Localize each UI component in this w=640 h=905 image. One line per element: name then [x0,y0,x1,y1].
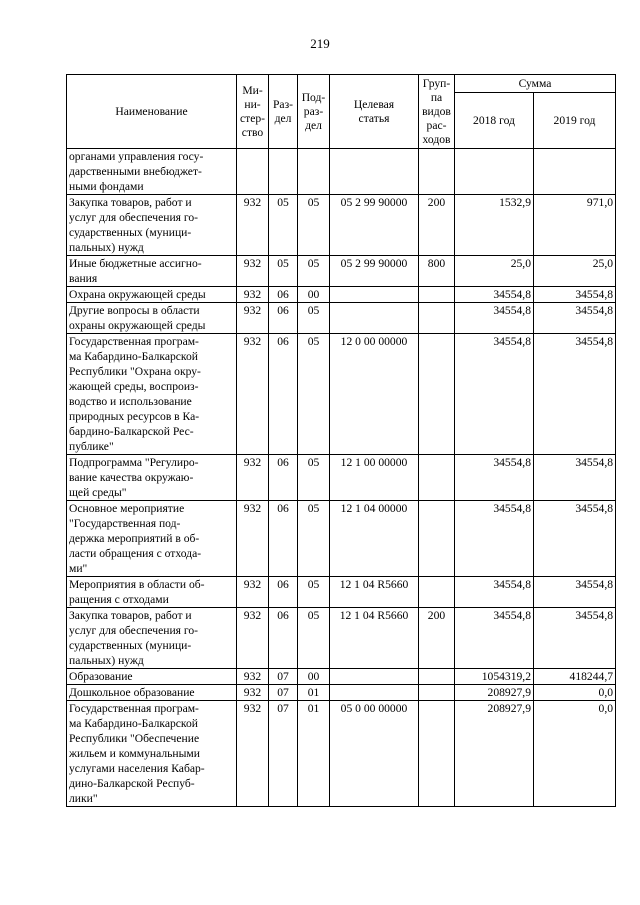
table-row [67,256,616,287]
header-name: Наименование [67,75,237,149]
row-group [419,701,455,807]
row-sum-2019: 34554,8 [534,608,616,669]
row-section: 06 [269,577,298,608]
row-ministry: 932 [237,577,269,608]
header-sum: Сумма [455,75,616,93]
row-target [330,149,419,195]
row-group [419,287,455,303]
row-group [419,303,455,334]
row-subsection: 05 [298,608,330,669]
header-target [330,75,419,149]
header-ministry-label: Ми- ни- стер- ство [239,83,266,139]
row-section: 06 [269,303,298,334]
row-subsection: 01 [298,685,330,701]
row-sum-2018: 34554,8 [455,577,534,608]
header-section-label: Раз- дел [272,97,294,125]
row-group [419,685,455,701]
row-ministry: 932 [237,685,269,701]
budget-table [66,74,616,807]
header-subsection [298,75,330,149]
row-target: 12 1 04 R5660 [330,608,419,669]
row-target: 12 1 04 R5660 [330,577,419,608]
row-name: Другие вопросы в области охраны окружающей среды [67,303,237,334]
header-subsection-label: Под- раз- дел [301,90,326,132]
row-sum-2018: 208927,9 [455,685,534,701]
row-sum-2018 [455,149,534,195]
row-sum-2019: 25,0 [534,256,616,287]
row-section: 05 [269,256,298,287]
row-sum-2018: 1054319,2 [455,669,534,685]
row-section: 07 [269,685,298,701]
row-group [419,501,455,577]
row-section: 06 [269,287,298,303]
row-subsection: 05 [298,455,330,501]
row-name: Охрана окружающей среды [67,287,237,303]
row-group [419,149,455,195]
row-sum-2019 [534,149,616,195]
row-sum-2019: 34554,8 [534,455,616,501]
row-target: 05 2 99 90000 [330,256,419,287]
header-ministry [237,75,269,149]
row-sum-2019: 418244,7 [534,669,616,685]
table-row [67,608,616,669]
row-group: 200 [419,608,455,669]
row-name: Иные бюджетные ассигно- вания [67,256,237,287]
row-section: 06 [269,334,298,455]
row-subsection: 00 [298,669,330,685]
row-target: 12 1 04 00000 [330,501,419,577]
row-sum-2019: 0,0 [534,701,616,807]
row-name: Государственная програм- ма Кабардино-Балкарской Республики "Обеспечение жильем и коммунальными услугами населения Кабар- дино-Балкарской Респуб- лики" [67,701,237,807]
table-row [67,701,616,807]
table-header [67,75,616,149]
table-row [67,685,616,701]
header-group-label: Груп- па видов рас- ходов [422,76,451,146]
table-body [67,149,616,807]
row-name: Подпрограмма "Регулиро- вание качества окружаю- щей среды" [67,455,237,501]
header-target-label: Целевая статья [353,97,395,125]
row-subsection: 05 [298,501,330,577]
row-group [419,334,455,455]
row-sum-2019: 34554,8 [534,334,616,455]
row-target: 05 2 99 90000 [330,195,419,256]
row-ministry: 932 [237,303,269,334]
row-ministry: 932 [237,608,269,669]
row-section [269,149,298,195]
row-ministry: 932 [237,256,269,287]
row-subsection: 00 [298,287,330,303]
table-row [67,669,616,685]
row-group: 200 [419,195,455,256]
row-target [330,669,419,685]
row-group [419,669,455,685]
page-number: 219 [310,36,330,51]
row-target [330,303,419,334]
row-target [330,685,419,701]
row-ministry: 932 [237,334,269,455]
row-section: 05 [269,195,298,256]
row-subsection: 05 [298,303,330,334]
header-year-2018: 2018 год [455,93,534,149]
row-name: Государственная програм- ма Кабардино-Балкарской Республики "Охрана окру- жающей среды, воспроиз- водство и использование природных ресурсов в Ка- бардино-Балкарской Рес- публике" [67,334,237,455]
table-row [67,334,616,455]
row-subsection: 05 [298,334,330,455]
row-sum-2018: 1532,9 [455,195,534,256]
row-sum-2018: 34554,8 [455,334,534,455]
row-ministry: 932 [237,501,269,577]
table-row [67,303,616,334]
row-ministry: 932 [237,455,269,501]
row-sum-2018: 34554,8 [455,501,534,577]
row-ministry: 932 [237,195,269,256]
row-section: 07 [269,701,298,807]
table-row [67,287,616,303]
header-year-2019: 2019 год [534,93,616,149]
table-row [67,577,616,608]
row-name: Закупка товаров, работ и услуг для обеспечения го- сударственных (муници- пальных) нужд [67,195,237,256]
row-name: Образование [67,669,237,685]
row-sum-2018: 34554,8 [455,455,534,501]
row-group [419,577,455,608]
row-sum-2019: 34554,8 [534,577,616,608]
row-section: 06 [269,608,298,669]
row-sum-2018: 34554,8 [455,608,534,669]
row-subsection: 05 [298,577,330,608]
row-subsection: 01 [298,701,330,807]
row-subsection: 05 [298,256,330,287]
row-name: Основное мероприятие "Государственная под- держка мероприятий в об- ласти обращения с отхода- ми" [67,501,237,577]
row-sum-2019: 34554,8 [534,287,616,303]
row-section: 07 [269,669,298,685]
row-sum-2018: 208927,9 [455,701,534,807]
row-sum-2018: 25,0 [455,256,534,287]
row-target: 05 0 00 00000 [330,701,419,807]
table-row [67,455,616,501]
row-sum-2018: 34554,8 [455,287,534,303]
row-sum-2018: 34554,8 [455,303,534,334]
row-target: 12 0 00 00000 [330,334,419,455]
row-name: Закупка товаров, работ и услуг для обеспечения го- сударственных (муници- пальных) нужд [67,608,237,669]
row-group [419,455,455,501]
row-ministry [237,149,269,195]
row-subsection: 05 [298,195,330,256]
row-sum-2019: 34554,8 [534,303,616,334]
row-subsection [298,149,330,195]
row-sum-2019: 971,0 [534,195,616,256]
row-name: Мероприятия в области об- ращения с отходами [67,577,237,608]
row-sum-2019: 34554,8 [534,501,616,577]
row-section: 06 [269,501,298,577]
row-ministry: 932 [237,669,269,685]
row-ministry: 932 [237,287,269,303]
row-ministry: 932 [237,701,269,807]
row-section: 06 [269,455,298,501]
table-row [67,195,616,256]
header-section [269,75,298,149]
table-row [67,501,616,577]
row-group: 800 [419,256,455,287]
row-target [330,287,419,303]
row-sum-2019: 0,0 [534,685,616,701]
row-name: Дошкольное образование [67,685,237,701]
header-group [419,75,455,149]
row-target: 12 1 00 00000 [330,455,419,501]
row-name: органами управления госу- дарственными внебюджет- ными фондами [67,149,237,195]
table-row [67,149,616,195]
